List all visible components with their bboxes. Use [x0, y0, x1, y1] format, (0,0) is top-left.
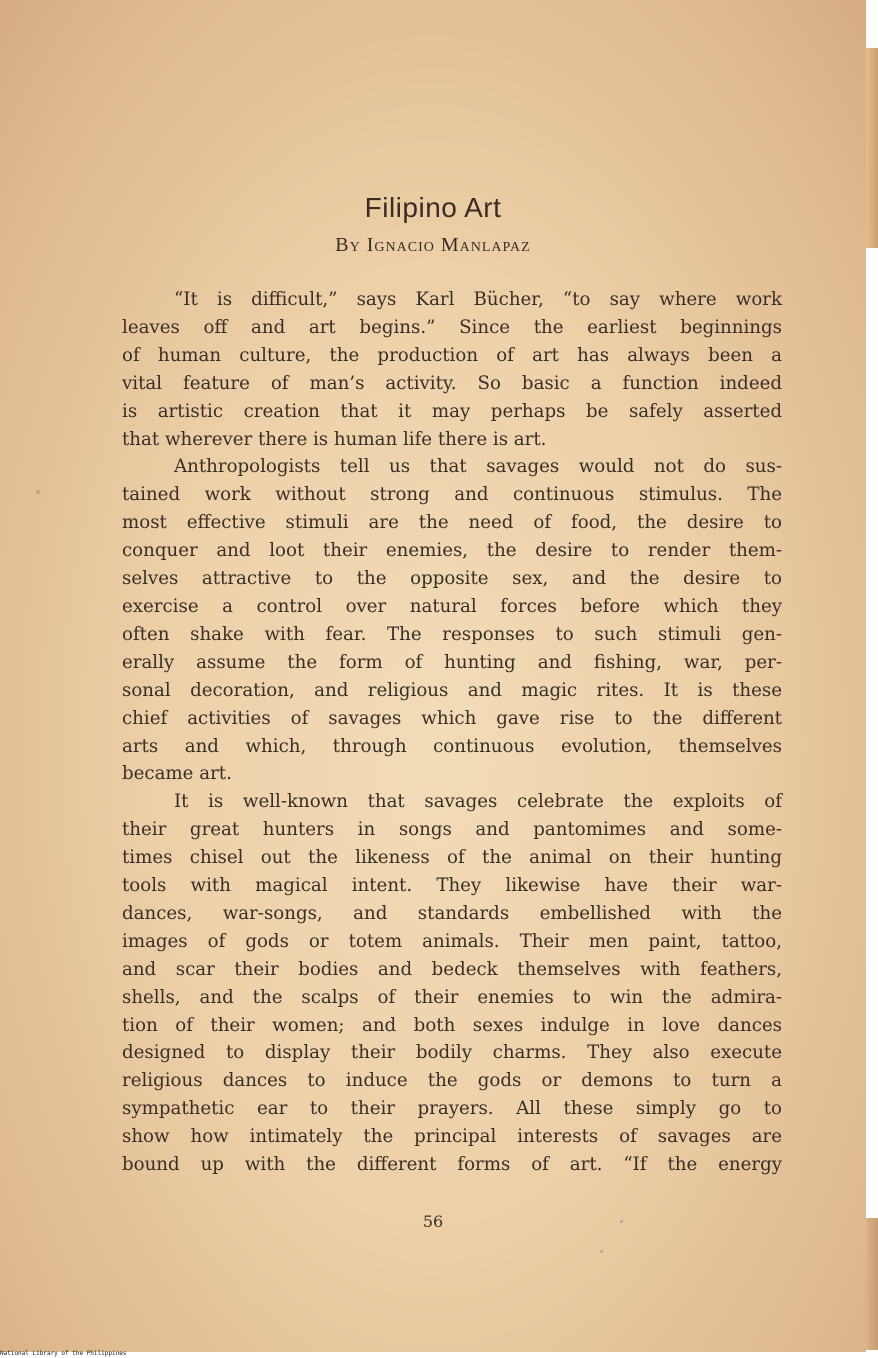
page-number: 56 [422, 1212, 444, 1231]
text-line: shells, and the scalps of their enemies to win the admira- [122, 986, 782, 1008]
text-line: erally assume the form of hunting and fishing, war, per- [122, 651, 782, 673]
text-line: It is well-known that savages celebrate the exploits of [174, 791, 782, 813]
text-line: designed to display their bodily charms. They also execute [122, 1042, 782, 1064]
text-line: and scar their bodies and bedeck themselves with feathers, [122, 958, 782, 980]
article-body [122, 286, 782, 1179]
page-edge-shadow [866, 1218, 878, 1350]
text-line: times chisel out the likeness of the animal on their hunting [122, 847, 782, 869]
text-line: dances, war-songs, and standards embellished with the [122, 902, 782, 924]
text-line: images of gods or totem animals. Their men paint, tattoo, [122, 930, 782, 952]
text-line: Anthropologists tell us that savages would not do sus- [174, 456, 782, 478]
text-line: sympathetic ear to their prayers. All these simply go to [122, 1098, 782, 1120]
text-line: that wherever there is human life there is art. [122, 428, 547, 450]
text-line: became art. [122, 763, 232, 785]
paper-speck [600, 1250, 603, 1253]
paragraph [122, 788, 782, 1179]
text-line: is artistic creation that it may perhaps be safely asserted [122, 400, 782, 422]
text-line: often shake with fear. The responses to such stimuli gen- [122, 623, 782, 645]
library-credit: National Library of the Philippines [0, 1350, 127, 1357]
text-line: sonal decoration, and religious and magic rites. It is these [122, 679, 782, 701]
text-line: exercise a control over natural forces before which they [122, 595, 782, 617]
text-line: tained work without strong and continuous stimulus. The [122, 484, 782, 506]
text-line: their great hunters in songs and pantomimes and some- [122, 819, 782, 841]
paragraph [122, 453, 782, 788]
text-line: show how intimately the principal interests of savages are [122, 1126, 782, 1148]
article-title: Filipino Art [364, 192, 502, 223]
text-line: conquer and loot their enemies, the desire to render them- [122, 540, 782, 562]
text-line: most effective stimuli are the need of food, the desire to [122, 512, 782, 534]
text-line: tion of their women; and both sexes indulge in love dances [122, 1014, 782, 1036]
text-line: bound up with the different forms of art. “If the energy [122, 1154, 782, 1176]
paragraph [122, 286, 782, 453]
article-byline: By Ignacio Manlapaz [335, 234, 531, 256]
text-line: leaves off and art begins.” Since the earliest beginnings [122, 316, 782, 338]
text-line: selves attractive to the opposite sex, and the desire to [122, 568, 782, 590]
text-line: chief activities of savages which gave rise to the different [122, 707, 782, 729]
text-line: vital feature of man’s activity. So basic a function indeed [122, 372, 782, 394]
text-line: “It is difficult,” says Karl Bücher, “to say where work [174, 289, 782, 310]
text-line: arts and which, through continuous evolution, themselves [122, 735, 782, 757]
page-edge-shadow [866, 48, 878, 248]
paper-speck [36, 490, 40, 494]
text-line: religious dances to induce the gods or demons to turn a [122, 1070, 782, 1092]
text-line: of human culture, the production of art has always been a [122, 344, 782, 366]
text-line: tools with magical intent. They likewise have their war- [122, 875, 782, 897]
